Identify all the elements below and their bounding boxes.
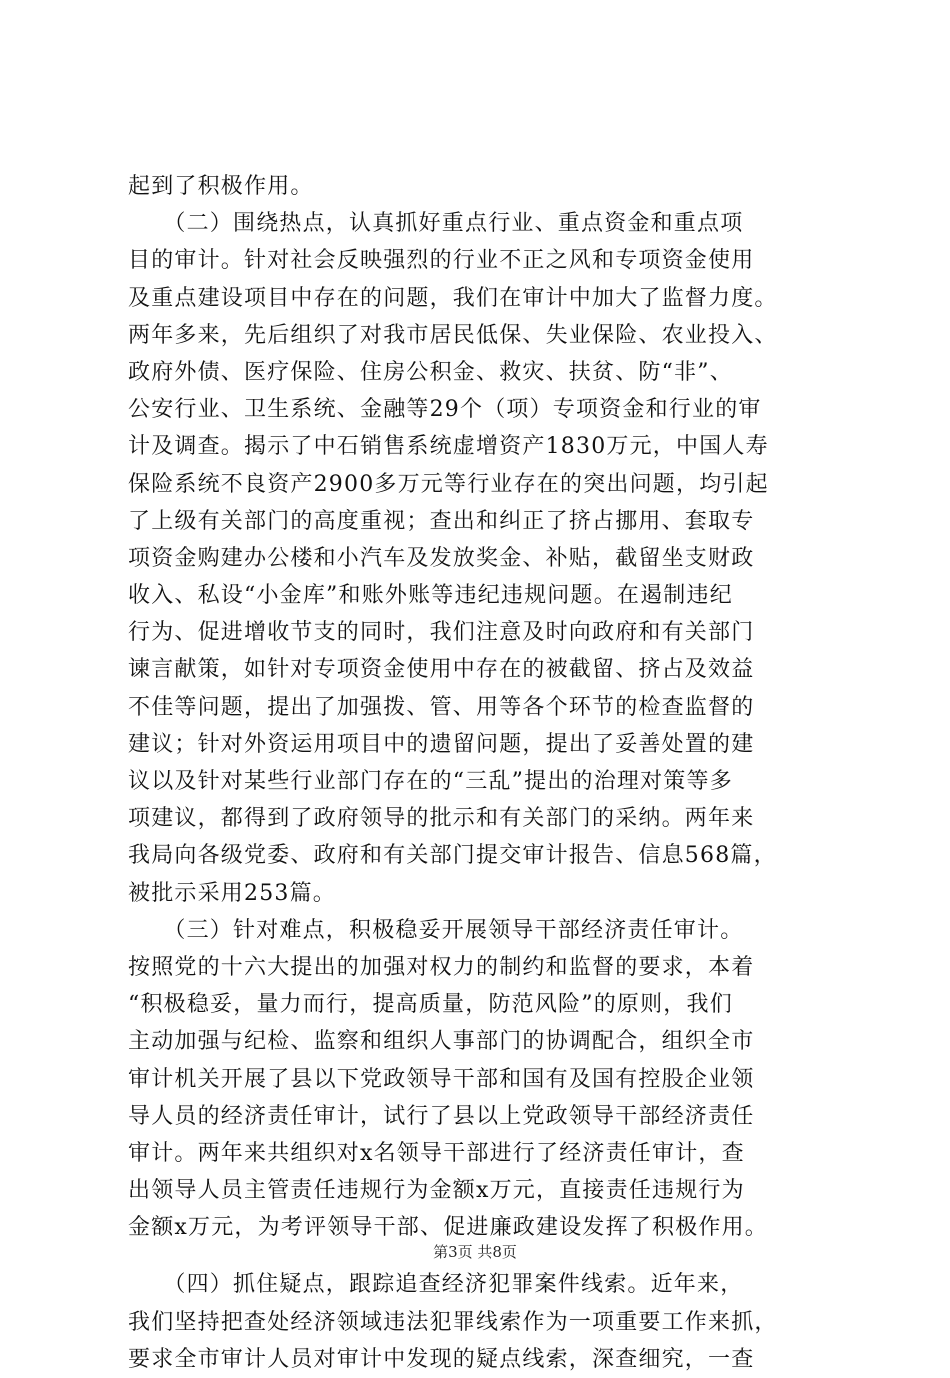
text-line: 出领导人员主管责任违规行为金额x万元，直接责任违规行为 — [128, 1178, 745, 1204]
text-line: 要求全市审计人员对审计中发现的疑点线索，深查细究，一查 — [128, 1346, 755, 1372]
text-line: 我们坚持把查处经济领域违法犯罪线索作为一项重要工作来抓， — [128, 1309, 778, 1335]
text-line: 起到了积极作用。 — [128, 174, 314, 199]
text-line: 主动加强与纪检、监察和组织人事部门的协调配合，组织全市 — [128, 1029, 755, 1055]
text-line: 收入、私设“小金库”和账外账等违纪违规问题。在遏制违纪 — [128, 583, 733, 609]
text-line: 不佳等问题，提出了加强拨、管、用等各个环节的检查监督的 — [128, 694, 755, 720]
text-line: 公安行业、卫生系统、金融等29个（项）专项资金和行业的审 — [128, 397, 762, 423]
page-footer: 第3页 共8页 — [433, 1243, 517, 1261]
text-line: “积极稳妥，量力而行，提高质量，防范风险”的原则，我们 — [128, 992, 733, 1018]
document-body — [128, 168, 848, 1378]
text-line: 目的审计。针对社会反映强烈的行业不正之风和专项资金使用 — [128, 248, 755, 274]
text-line: （三）针对难点，积极稳妥开展领导干部经济责任审计。 — [128, 917, 744, 943]
text-line: 审计。两年来共组织对x名领导干部进行了经济责任审计，查 — [128, 1140, 745, 1166]
text-line: 被批示采用253篇。 — [128, 880, 336, 906]
text-line: 政府外债、医疗保险、住房公积金、救灾、扶贫、防“非”、 — [128, 359, 733, 385]
text-line: 按照党的十六大提出的加强对权力的制约和监督的要求，本着 — [128, 954, 755, 980]
text-line: 建议；针对外资运用项目中的遗留问题，提出了妥善处置的建 — [128, 731, 755, 757]
text-line: 谏言献策，如针对专项资金使用中存在的被截留、挤占及效益 — [128, 657, 755, 683]
text-line: （二）围绕热点，认真抓好重点行业、重点资金和重点项 — [128, 211, 744, 237]
text-line: 及重点建设项目中存在的问题，我们在审计中加大了监督力度。 — [128, 285, 778, 311]
text-line: 审计机关开展了县以下党政领导干部和国有及国有控股企业领 — [128, 1066, 755, 1092]
text-line: 行为、促进增收节支的同时，我们注意及时向政府和有关部门 — [128, 620, 755, 646]
text-line: 项建议，都得到了政府领导的批示和有关部门的采纳。两年来 — [128, 806, 755, 832]
text-line: 议以及针对某些行业部门存在的“三乱”提出的治理对策等多 — [128, 769, 733, 794]
text-line: 两年多来，先后组织了对我市居民低保、失业保险、农业投入、 — [128, 322, 778, 348]
text-line: 我局向各级党委、政府和有关部门提交审计报告、信息568篇， — [128, 843, 777, 869]
text-line: 金额x万元，为考评领导干部、促进廉政建设发挥了积极作用。 — [128, 1215, 769, 1241]
text-line: 保险系统不良资产2900多万元等行业存在的突出问题，均引起 — [128, 471, 769, 497]
text-line: 计及调查。揭示了中石销售系统虚增资产1830万元，中国人寿 — [128, 434, 769, 460]
text-line: 导人员的经济责任审计，试行了县以上党政领导干部经济责任 — [128, 1103, 755, 1129]
text-line: （四）抓住疑点，跟踪追查经济犯罪案件线索。近年来， — [128, 1272, 744, 1298]
text-line: 了上级有关部门的高度重视；查出和纠正了挤占挪用、套取专 — [128, 508, 755, 534]
paragraph-block-2 — [128, 1266, 848, 1378]
paragraph-block-1 — [128, 168, 848, 1246]
text-line: 项资金购建办公楼和小汽车及发放奖金、补贴，截留坐支财政 — [128, 545, 755, 571]
